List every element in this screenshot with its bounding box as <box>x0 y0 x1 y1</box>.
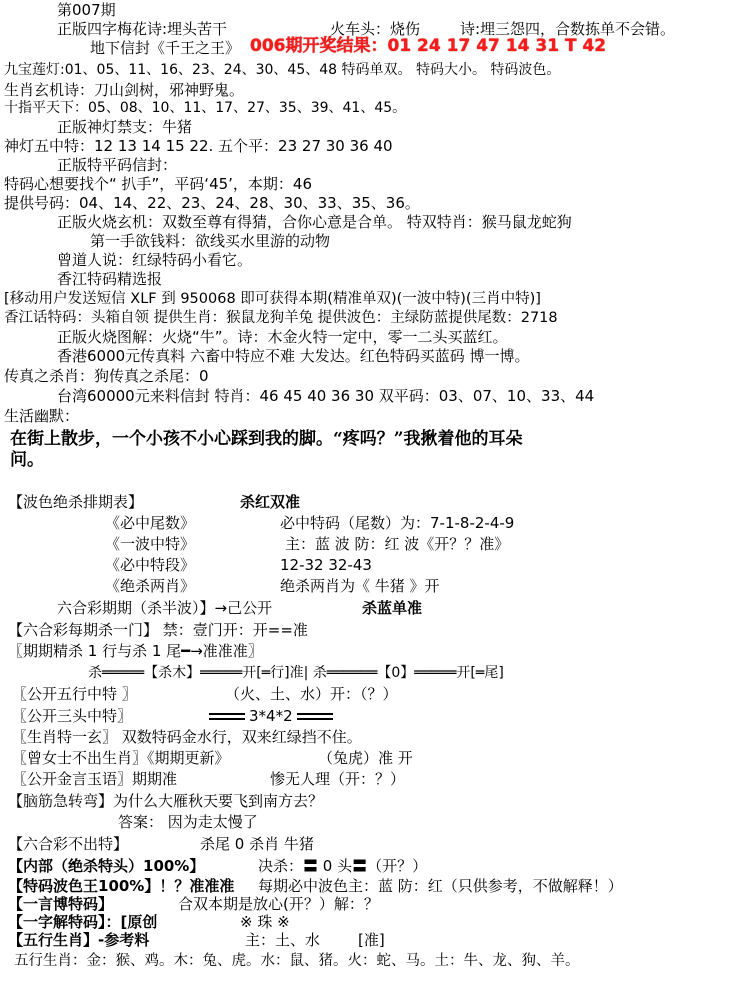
first-hand-tip: 第一手欲钱料：欲线买水里游的动物 <box>90 232 331 250</box>
five-elements-label: 〖公开五行中特 〗 <box>12 685 137 703</box>
one-char-value: ※ 珠 ※ <box>240 913 290 931</box>
kill-row-tail-title: 〖期期精杀 1 行与杀 1 尾━→准准准〗 <box>8 642 263 660</box>
joke-line-2: 问。 <box>10 450 44 470</box>
tail-value: 必中特码（尾数）为：7-1-8-2-4-9 <box>280 514 515 532</box>
kill-blue-odd: 杀蓝单准 <box>362 599 423 617</box>
internal-kill-label: 【内部（绝杀特头）100%】 <box>8 857 205 875</box>
equals-bar-right <box>297 713 333 720</box>
no-special-label: 【六合彩不出特】 <box>8 835 129 853</box>
ms-zeng-label: 〖曾女士不出生肖〗《期期更新》 <box>12 749 230 767</box>
zodiac-mystery: 〖生肖特一玄〗 双数特码金水行，双来红绿挡不住。 <box>12 728 362 746</box>
three-heads-label: 〖公开三头中特〗 <box>12 707 133 725</box>
kill-two-value: 绝杀两肖为《 牛猪 》开 <box>280 577 440 595</box>
half-wave-label: 六合彩期期（杀半波）】→己公开 <box>57 599 273 617</box>
segment-label: 《必中特段》 <box>105 556 196 574</box>
taiwan-envelope: 台湾60000元来料信封 特肖：46 45 40 36 30 双平码：03、07、10、33、44 <box>57 387 595 405</box>
wave-king-label: 【特码波色王100%】！？准准准 <box>8 877 235 895</box>
zodiac-poem: 生肖玄机诗：刀山剑树，邪神野鬼。 <box>4 81 245 99</box>
one-char-label: 【一字解特码】：[原创 <box>8 913 158 931</box>
no-special-value: 杀尾 0 杀肖 牛猪 <box>200 835 314 853</box>
wave-label: 《一波中特》 <box>105 535 196 553</box>
five-elements-zodiac-list: 五行生肖：金：猴、鸡。木：兔、虎。水：鼠、猪。火：蛇、马。土：牛、龙、狗、羊。 <box>14 953 580 969</box>
golden-words-label: 〖公开金言玉语〗期期准 <box>12 770 178 788</box>
wave-king-value: 每期必中波色主：蓝 防：红（只供参考，不做解释！） <box>258 877 623 895</box>
tail-label: 《必中尾数》 <box>105 514 196 532</box>
kill-one-gate: 【六合彩每期杀一门】 禁：壹门开：开==准 <box>8 621 308 639</box>
flat-code-envelope: 正版特平码信封： <box>57 156 178 174</box>
provided-numbers: 提供号码：04、14、22、23、24、28、30、33、35、36。 <box>4 194 420 212</box>
five-elements-zodiac-accurate: [准] <box>358 931 385 949</box>
equals-bar-left <box>209 713 245 720</box>
humor-title: 生活幽默： <box>4 407 80 425</box>
segment-value: 12-32 32-43 <box>280 556 372 574</box>
five-elements-value: （火、土、水）开：（？） <box>225 685 398 703</box>
lamp-ban: 正版神灯禁支：牛猪 <box>57 118 193 136</box>
three-heads-value <box>205 706 337 726</box>
taoist-says: 曾道人说：红绿特码小看它。 <box>57 251 253 269</box>
brain-teaser: 【脑筋急转弯】为什么大雁秋天要飞到南方去？ <box>8 792 324 810</box>
lotus-lamp-numbers: 九宝莲灯:01、05、11、16、23、24、30、45、48 特码单双。 特码大小。 特码波色。 <box>4 62 561 78</box>
meihua-poem: 正版四字梅花诗:埋头苦干 <box>57 20 228 38</box>
pickpocket-hint: 特码心想要找个“ 扒手”，平码‘45’，本期：46 <box>4 175 313 193</box>
poem-text: 诗:埋三怨四，合数拣单不会错。 <box>460 20 676 38</box>
wave-value: 主：蓝 波 防：红 波《开？？准》 <box>285 535 510 553</box>
fax-kill: 传真之杀肖：狗传真之杀尾：0 <box>4 367 209 385</box>
lamp-five-picks: 神灯五中特：12 13 14 15 22. 五个平：23 27 30 36 40 <box>4 137 393 155</box>
kill-red-even: 杀红双准 <box>240 493 301 511</box>
envelope-title: 地下信封《千王之王》 <box>90 39 241 57</box>
kill-row-tail-line: 杀═════【杀木】═════开[═行]准| 杀══════【0】═════开[═尾] <box>88 665 504 681</box>
ms-zeng-value: （兔虎）准 开 <box>318 749 413 767</box>
kill-two-label: 《绝杀两肖》 <box>105 577 196 595</box>
wave-kill-title: 【波色绝杀排期表】 <box>8 493 144 511</box>
brain-teaser-answer: 答案： 因为走太慢了 <box>118 813 258 831</box>
five-elements-zodiac-label: 【五行生肖】-参考料 <box>8 931 150 949</box>
fire-diagram: 正版火烧图解：火烧“牛”。诗：木金火特一定中，零一二头买蓝红。 <box>57 328 508 346</box>
joke-line-1: 在街上散步，一个小孩不小心踩到我的脚。“疼吗？”我揪着他的耳朵 <box>10 429 523 449</box>
one-word-label: 【一言博特码】 <box>8 895 114 913</box>
xiangjiang-words: 香江话特码：头箱自领 提供生肖：猴鼠龙狗羊兔 提供波色：主绿防蓝提供尾数：2718 <box>4 310 558 326</box>
sms-promo: [移动用户发送短信 XLF 到 950068 即可获得本期(精准单双)(一波中特)(三肖中特)] <box>4 291 541 307</box>
xiangjiang-title: 香江特码精选报 <box>57 270 163 288</box>
train-head: 火车头：烧伤 <box>330 20 421 38</box>
ten-fingers-numbers: 十指平天下：05、08、10、11、17、27、35、39、41、45。 <box>4 100 407 116</box>
golden-words-value: 惨无人理（开：？） <box>270 770 406 788</box>
internal-kill-value: 决杀：〓 0 头〓（开？） <box>258 857 428 875</box>
hongkong-fax: 香港6000元传真料 六畜中特应不难 大发达。红色特码买蓝码 博一博。 <box>57 347 530 365</box>
one-word-value: 合双本期是放心(开？）解：？ <box>178 895 379 913</box>
fire-riddle: 正版火烧玄机：双数至尊有得猜，合你心意是合单。 特双特肖：猴马鼠龙蛇狗 <box>57 213 572 231</box>
draw-result-banner: 006期开奖结果：01 24 17 47 14 31 T 42 <box>250 36 607 56</box>
three-heads-digits: 3*4*2 <box>249 707 293 725</box>
issue-number: 第007期 <box>57 1 116 19</box>
five-elements-zodiac-main: 主：土、水 <box>245 931 321 949</box>
